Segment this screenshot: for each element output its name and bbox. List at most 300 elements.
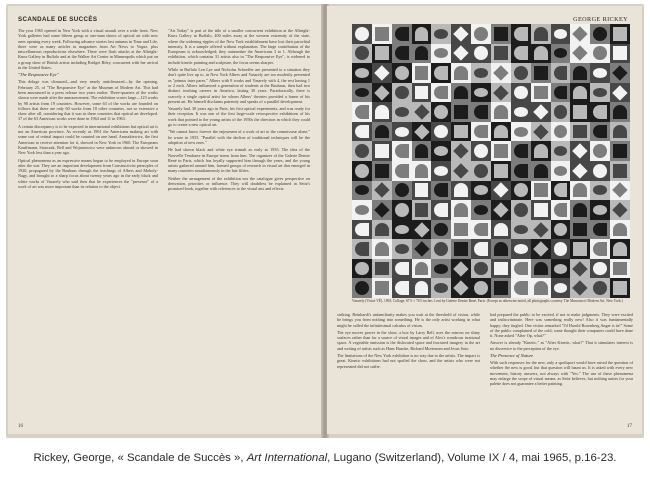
artwork-cell — [610, 278, 630, 298]
artwork-shape — [494, 144, 508, 158]
artwork-shape — [593, 262, 607, 276]
artwork-cell — [392, 181, 412, 201]
artwork-shape — [434, 166, 448, 176]
artwork-shape — [493, 183, 508, 198]
artwork-shape — [375, 262, 389, 276]
body-paragraph: Neither the arrangement of the exhibition nor the catalogue gives perspective on derivation, priorities or influence. They will doubtless be explained in Seitz's promised book, together with references to the visual arts and effects. — [168, 175, 310, 192]
artwork-cell — [372, 259, 392, 279]
artwork-shape — [494, 46, 508, 60]
artwork-cell — [551, 63, 571, 83]
artwork-cell — [590, 239, 610, 259]
artwork-cell — [590, 122, 610, 142]
artwork-shape — [534, 144, 548, 158]
artwork-cell — [392, 44, 412, 64]
page-number-right: 17 — [627, 424, 632, 429]
artwork-shape — [355, 68, 369, 78]
artwork-cell — [451, 259, 471, 279]
artwork-shape — [415, 144, 429, 158]
artwork-cell — [412, 259, 432, 279]
artwork-cell — [531, 122, 551, 142]
artwork-shape — [533, 241, 548, 256]
artwork-shape — [434, 283, 448, 293]
artwork-shape — [514, 27, 528, 41]
artwork-cell — [471, 200, 491, 220]
artwork-cell — [531, 259, 551, 279]
artwork-shape — [514, 46, 528, 60]
artwork-cell — [511, 24, 531, 44]
artwork-cell — [412, 83, 432, 103]
artwork-shape — [554, 29, 568, 39]
artwork-cell — [570, 102, 590, 122]
artwork-cell — [372, 122, 392, 142]
artwork-shape — [534, 262, 548, 276]
artwork-cell — [570, 122, 590, 142]
artwork-shape — [474, 164, 488, 178]
artwork-shape — [454, 203, 468, 217]
artwork-cell — [590, 141, 610, 161]
body-paragraph: The eye moves power in the show, a box by Larry Bell, uses the mirrors on shiny surfaces rather than for a source of visual images and of Alex's wondrous irrational space. A vegetable omission is the dislocated space and fractured imagery in the art and writing of artists such as Hans Haacke, Richard Mortensen and Jesus Soto. — [337, 329, 480, 351]
artwork-cell — [531, 200, 551, 220]
artwork-shape — [454, 144, 469, 159]
artwork-cell — [352, 122, 372, 142]
artwork-shape — [573, 203, 587, 217]
magazine-spread — [6, 4, 644, 438]
artwork-cell — [590, 181, 610, 201]
artwork-shape — [514, 244, 528, 254]
artwork-shape — [514, 164, 528, 178]
artwork-cell — [531, 239, 551, 259]
artwork-cell — [352, 181, 372, 201]
artwork-cell — [412, 278, 432, 298]
artwork-shape — [395, 203, 409, 217]
artwork-shape — [415, 281, 429, 295]
artwork-cell — [511, 102, 531, 122]
artwork-cell — [392, 200, 412, 220]
artwork-cell — [610, 83, 630, 103]
artwork-cell — [551, 278, 571, 298]
artwork-shape — [613, 46, 627, 60]
artwork-cell — [392, 278, 412, 298]
artwork-shape — [593, 125, 607, 139]
artwork-cell — [491, 259, 511, 279]
artwork-cell — [372, 181, 392, 201]
artwork-cell — [491, 181, 511, 201]
artwork-cell — [471, 161, 491, 181]
artwork-shape — [375, 125, 389, 139]
artwork-shape — [395, 46, 409, 60]
artwork-cell — [610, 181, 630, 201]
artwork-cell — [392, 102, 412, 122]
artwork-shape — [434, 242, 448, 256]
artwork-shape — [434, 29, 448, 39]
artwork-shape — [454, 86, 468, 100]
artwork-cell — [451, 239, 471, 259]
artwork-cell — [352, 63, 372, 83]
artwork-shape — [554, 125, 568, 139]
artwork-shape — [415, 66, 429, 80]
artwork-cell — [610, 141, 630, 161]
artwork-cell — [431, 44, 451, 64]
artwork-cell — [431, 259, 451, 279]
artwork-cell — [590, 259, 610, 279]
artwork-cell — [531, 278, 551, 298]
artwork-shape — [395, 127, 409, 137]
body-paragraph: Answer is already "Kinetic," as "After Kinetic, what?" That it stimulates interest is no disservice to the perception of the eye. — [490, 340, 633, 351]
artwork-shape — [454, 46, 469, 61]
artwork-shape — [434, 125, 448, 139]
artwork-cell — [531, 83, 551, 103]
artwork-shape — [514, 107, 528, 117]
artwork-cell — [590, 24, 610, 44]
artwork-shape — [514, 127, 528, 137]
artwork-cell — [392, 63, 412, 83]
artwork-shape — [573, 183, 587, 197]
artwork-shape — [474, 242, 488, 256]
artwork-shape — [434, 183, 448, 197]
artwork-shape — [355, 281, 369, 295]
artwork-shape — [355, 27, 369, 41]
artwork-shape — [573, 46, 588, 61]
artwork-shape — [355, 242, 369, 256]
artwork-shape — [534, 46, 548, 60]
artwork-shape — [474, 125, 488, 139]
artwork-shape — [534, 281, 548, 295]
artwork-shape — [612, 85, 627, 100]
artwork-shape — [573, 163, 588, 178]
running-head-title: SCANDALE DE SUCCÈS — [18, 16, 98, 23]
artwork-shape — [613, 27, 627, 41]
artwork-cell — [392, 122, 412, 142]
artwork-shape — [514, 262, 528, 276]
artwork-shape — [454, 125, 468, 139]
artwork-shape — [374, 65, 389, 80]
artwork-cell — [431, 24, 451, 44]
artwork-shape — [434, 48, 448, 58]
artwork-shape — [355, 46, 369, 60]
artwork-shape — [613, 281, 627, 295]
artwork-cell — [392, 161, 412, 181]
artwork-shape — [494, 262, 508, 276]
artwork-shape — [573, 105, 587, 119]
artwork-cell — [471, 259, 491, 279]
artwork-cell — [610, 102, 630, 122]
artwork-cell — [431, 200, 451, 220]
artwork-cell — [352, 200, 372, 220]
artwork-shape — [593, 223, 607, 237]
artwork-shape — [554, 264, 568, 274]
artwork-shape — [514, 225, 528, 235]
artwork-shape — [414, 124, 429, 139]
artwork-cell — [372, 44, 392, 64]
left-column-2 — [168, 28, 310, 418]
artwork-shape — [593, 68, 607, 78]
artwork-shape — [454, 26, 469, 41]
artwork-shape — [474, 68, 488, 78]
artwork-cell — [570, 278, 590, 298]
artwork-cell — [451, 63, 471, 83]
artwork-shape — [355, 262, 369, 276]
left-page — [8, 6, 323, 434]
artwork-cell — [610, 239, 630, 259]
artwork-shape — [375, 242, 389, 256]
artwork-shape — [514, 281, 528, 295]
artwork-shape — [414, 222, 429, 237]
left-column-1 — [18, 28, 158, 418]
artwork-shape — [395, 164, 409, 178]
artwork-cell — [531, 181, 551, 201]
artwork-shape — [355, 144, 369, 158]
artwork-shape — [554, 146, 568, 156]
body-paragraph: striking. Reinhardt's unfamiliarity makes you wait at the threshold of vision, while he brings you from nothing into something. He is the only artist working in what might be called the infinitesimal calculus of vision. — [337, 312, 480, 328]
artwork-shape — [613, 125, 627, 139]
artwork-shape — [474, 281, 488, 295]
artwork-shape — [533, 222, 548, 237]
artwork-cell — [590, 161, 610, 181]
body-paragraph: "Art Today" is part of the title of a smaller concurrent exhibition at the Albright-Knox Gallery in Buffalo, 400 miles away at the western extremity of the state, where the widening ripples of the New York establishment have lost their parochial intensity. It is a sample offered without explanation. The large contribution of the Europeans is acknowledged; they outnumber the Americans 3 to 1. Although the exhibition, which contains 31 artists also in "The Responsive Eye", is widened to include kinetic painting and sculpture, the focus seems sharper. — [168, 28, 310, 65]
artwork-shape — [573, 125, 587, 139]
artwork-shape — [434, 66, 448, 80]
artwork-cell — [531, 24, 551, 44]
artwork-shape — [613, 262, 627, 276]
artwork-shape — [474, 262, 488, 276]
citation-author-title: Rickey, George, « Scandale de Succès », — [33, 452, 247, 464]
artwork-cell — [471, 141, 491, 161]
artwork-cell — [392, 220, 412, 240]
artwork-shape — [573, 281, 588, 296]
artwork-cell — [392, 24, 412, 44]
artwork-shape — [474, 105, 488, 119]
artwork-cell — [551, 122, 571, 142]
artwork-cell — [491, 239, 511, 259]
artwork-cell — [352, 239, 372, 259]
body-paragraph: This deluge was climaxed—and very nearly anticlimaxed—by the opening, February 25, of "The Responsive Eye" at the Museum of Modern Art. This had been announced in a press release two years earlier. Three-quarters of the works shown were made after the announcement. The exhibition scores large—123 works by 98 artists from 19 countries. However, some 63 of the works are founded on follows that there are only 60 works from 18 other countries, not so extensive a show after all, considering that it was in these countries that optical art developed. 37 of the 63 American works were done in 1964 and 11 in 1963. — [18, 79, 158, 122]
artwork-cell — [431, 141, 451, 161]
page-number-left: 16 — [18, 424, 23, 429]
artwork-cell — [511, 181, 531, 201]
artwork-shape — [573, 144, 588, 159]
artwork-cell — [551, 24, 571, 44]
artwork-cell — [610, 220, 630, 240]
artwork-cell — [551, 259, 571, 279]
artwork-cell — [431, 278, 451, 298]
artwork-shape — [573, 223, 587, 237]
artwork-cell — [570, 239, 590, 259]
artwork-cell — [590, 278, 610, 298]
artwork-shape — [554, 105, 568, 119]
artwork-cell — [531, 63, 551, 83]
body-paragraph: With such responses for the new, only a spoilsport would have raised the question of whether the new is good, but that question will haunt us. It is asked with every new movement, history answers, not always with "Yes." The use of these phenomena may enlarge the scope of visual means, as Seitz believes, but nothing unites for your palette does not guarantee a better painting. — [490, 360, 633, 387]
section-subheading: "The Responsive Eye" — [18, 72, 59, 78]
artwork-shape — [514, 203, 528, 217]
artwork-shape — [593, 164, 607, 178]
artwork-cell — [431, 220, 451, 240]
artwork-cell — [431, 102, 451, 122]
artwork-cell — [491, 83, 511, 103]
artwork-shape — [533, 104, 548, 119]
artwork-cell — [471, 63, 491, 83]
artwork-shape — [534, 66, 548, 80]
artwork-cell — [570, 24, 590, 44]
artwork-cell — [610, 63, 630, 83]
artwork-cell — [511, 278, 531, 298]
artwork-shape — [573, 66, 587, 80]
artwork-shape — [534, 27, 548, 41]
artwork-cell — [531, 44, 551, 64]
artwork-cell — [471, 83, 491, 103]
artwork-cell — [590, 63, 610, 83]
artwork-cell — [491, 200, 511, 220]
artwork-shape — [415, 262, 429, 276]
artwork-cell — [451, 24, 471, 44]
artwork-cell — [352, 44, 372, 64]
artwork-shape — [494, 27, 508, 41]
artwork-shape — [474, 88, 488, 98]
artwork-cell — [392, 259, 412, 279]
artwork-shape — [415, 27, 429, 41]
artwork-shape — [355, 125, 369, 139]
artwork-cell — [511, 239, 531, 259]
artwork-shape — [395, 86, 409, 100]
artwork-cell — [451, 278, 471, 298]
artwork-cell — [610, 161, 630, 181]
artwork-cell — [570, 63, 590, 83]
artwork-shape — [554, 223, 568, 237]
artwork-shape — [514, 66, 528, 80]
artwork-shape — [493, 202, 508, 217]
artwork-shape — [534, 164, 548, 178]
artwork-shape — [613, 223, 627, 237]
artwork-cell — [471, 102, 491, 122]
artwork-cell — [372, 63, 392, 83]
artwork-shape — [375, 105, 389, 119]
artwork-shape — [573, 86, 587, 100]
running-head-author: GEORGE RICKEY — [573, 16, 628, 23]
artwork-shape — [573, 261, 588, 276]
artwork-cell — [570, 181, 590, 201]
artwork-cell — [570, 220, 590, 240]
artwork-cell — [491, 44, 511, 64]
artwork-cell — [372, 239, 392, 259]
artwork-cell — [590, 220, 610, 240]
artwork-shape — [355, 88, 369, 98]
artwork-caption: Vasarely (Victor VÉ), 1963. Collage, 67½ × 76½ inches. Lent by Galerie Denise René, Paris. (Except as otherwise noted, all photographs courtesy The Museum of Modern Art, New York.) — [352, 299, 623, 303]
artwork-cell — [412, 44, 432, 64]
artwork-cell — [491, 24, 511, 44]
artwork-shape — [534, 86, 548, 100]
artwork-shape — [454, 183, 468, 197]
bibliographic-citation — [0, 452, 650, 464]
artwork-cell — [431, 83, 451, 103]
artwork-shape — [434, 146, 448, 156]
artwork-shape — [514, 86, 528, 100]
artwork-shape — [554, 242, 568, 256]
artwork-cell — [551, 83, 571, 103]
artwork-cell — [412, 141, 432, 161]
body-paragraph: The year 1965 opened in New York with a visual assault over a wide front. New York galleries had some fifteen group or one-man shows of optical art with new ones opening every week. Following advance stories last autumn in Time and Life, there were as many articles in magazines from Art News to Vogue, plus miscellaneous reproductions elsewhere. There were flash attacks at the Albright-Knox Gallery in Buffalo and at the Walker Art Center in Minneapolis which put on a group show of British artists including Bridget Riley, concurrent with her arrival in the United States. — [18, 28, 158, 71]
artwork-cell — [431, 181, 451, 201]
body-paragraph: had prepared the public to be excited, if not to make judgments. They were excited and indiscriminate. Here was something really new! Also it was fundamentally happy; they tingled. One visitor remarked "I'd Harold Rosenberg Anger is in!" Some of the public complained of the cold; some thought their computers could have done it. None asked "After Op, what?" — [490, 312, 633, 339]
artwork-shape — [474, 27, 488, 41]
artwork-cell — [372, 220, 392, 240]
citation-details: , Lugano (Switzerland), Volume IX / 4, mai 1965, p.16-23. — [327, 452, 617, 464]
artwork-cell — [551, 141, 571, 161]
artwork-cell — [412, 102, 432, 122]
artwork-shape — [375, 27, 389, 41]
artwork-cell — [431, 161, 451, 181]
artwork-cell — [451, 161, 471, 181]
artwork-shape — [395, 66, 409, 80]
artwork-shape — [474, 185, 488, 195]
artwork-cell — [570, 200, 590, 220]
artwork-shape — [375, 144, 389, 158]
artwork-shape — [613, 164, 627, 178]
artwork-shape — [434, 223, 448, 237]
artwork-shape — [573, 26, 588, 41]
right-page — [327, 6, 642, 434]
artwork-shape — [374, 183, 389, 198]
artwork-shape — [415, 46, 429, 60]
artwork-cell — [610, 44, 630, 64]
artwork-cell — [412, 24, 432, 44]
artwork-cell — [412, 239, 432, 259]
artwork-cell — [511, 44, 531, 64]
artwork-shape — [494, 125, 508, 139]
artwork-shape — [355, 105, 369, 119]
artwork-cell — [511, 122, 531, 142]
artwork-cell — [451, 83, 471, 103]
artwork-cell — [471, 122, 491, 142]
artwork-shape — [593, 27, 607, 41]
artwork-cell — [431, 239, 451, 259]
right-column-1 — [337, 312, 480, 424]
artwork-shape — [415, 86, 429, 100]
artwork-shape — [395, 225, 409, 235]
artwork-shape — [494, 105, 508, 119]
artwork-cell — [531, 141, 551, 161]
artwork-cell — [590, 44, 610, 64]
artwork-shape — [474, 223, 488, 237]
artwork-cell — [551, 200, 571, 220]
body-paragraph: A certain discrepancy is to be expected in international exhibitions but optical art is not an American province. As recently as 1961 the Americans making art with some sort of retinal impact could be counted on one hand. Anuszkiewicz, the first American to receive attention for it, showed in New York in 1960. The Europeans Kauffmann, Stanczak, Bell and Wojnarowicz were unknown abroad or showed in New York less than a year ago. — [18, 123, 158, 156]
artwork-shape — [554, 48, 568, 58]
artwork-shape — [355, 205, 369, 215]
artwork-shape — [454, 163, 469, 178]
artwork-cell — [471, 44, 491, 64]
artwork-shape — [395, 27, 409, 41]
artwork-shape — [494, 164, 508, 178]
body-paragraph: Optical phenomena as an expressive means began to be employed in Europe soon after the war. They are an important development from Constructivist principles of 1920, propagated by the Bauhaus through the teachings of Albers and Moholy-Nagy, and brought to a sharp focus about twenty years ago in the early black and white works of Vasarely who said then that he experiences the "presence" of a work of art was more important than its relation to the object. — [18, 157, 158, 190]
artwork-cell — [412, 181, 432, 201]
artwork-shape — [415, 183, 429, 197]
artwork-cell — [511, 63, 531, 83]
artwork-shape — [534, 183, 548, 197]
artwork-shape — [474, 205, 488, 215]
artwork-cell — [352, 278, 372, 298]
artwork-cell — [610, 200, 630, 220]
artwork-shape — [454, 281, 469, 296]
artwork-cell — [372, 200, 392, 220]
artwork-shape — [355, 164, 369, 178]
artwork-cell — [451, 181, 471, 201]
artwork-cell — [491, 122, 511, 142]
artwork-cell — [412, 63, 432, 83]
artwork-cell — [471, 24, 491, 44]
artwork-shape — [554, 203, 568, 217]
citation-journal: Art International — [246, 452, 328, 464]
artwork-shape — [514, 144, 528, 158]
artwork-shape — [454, 242, 468, 256]
artwork-cell — [610, 259, 630, 279]
